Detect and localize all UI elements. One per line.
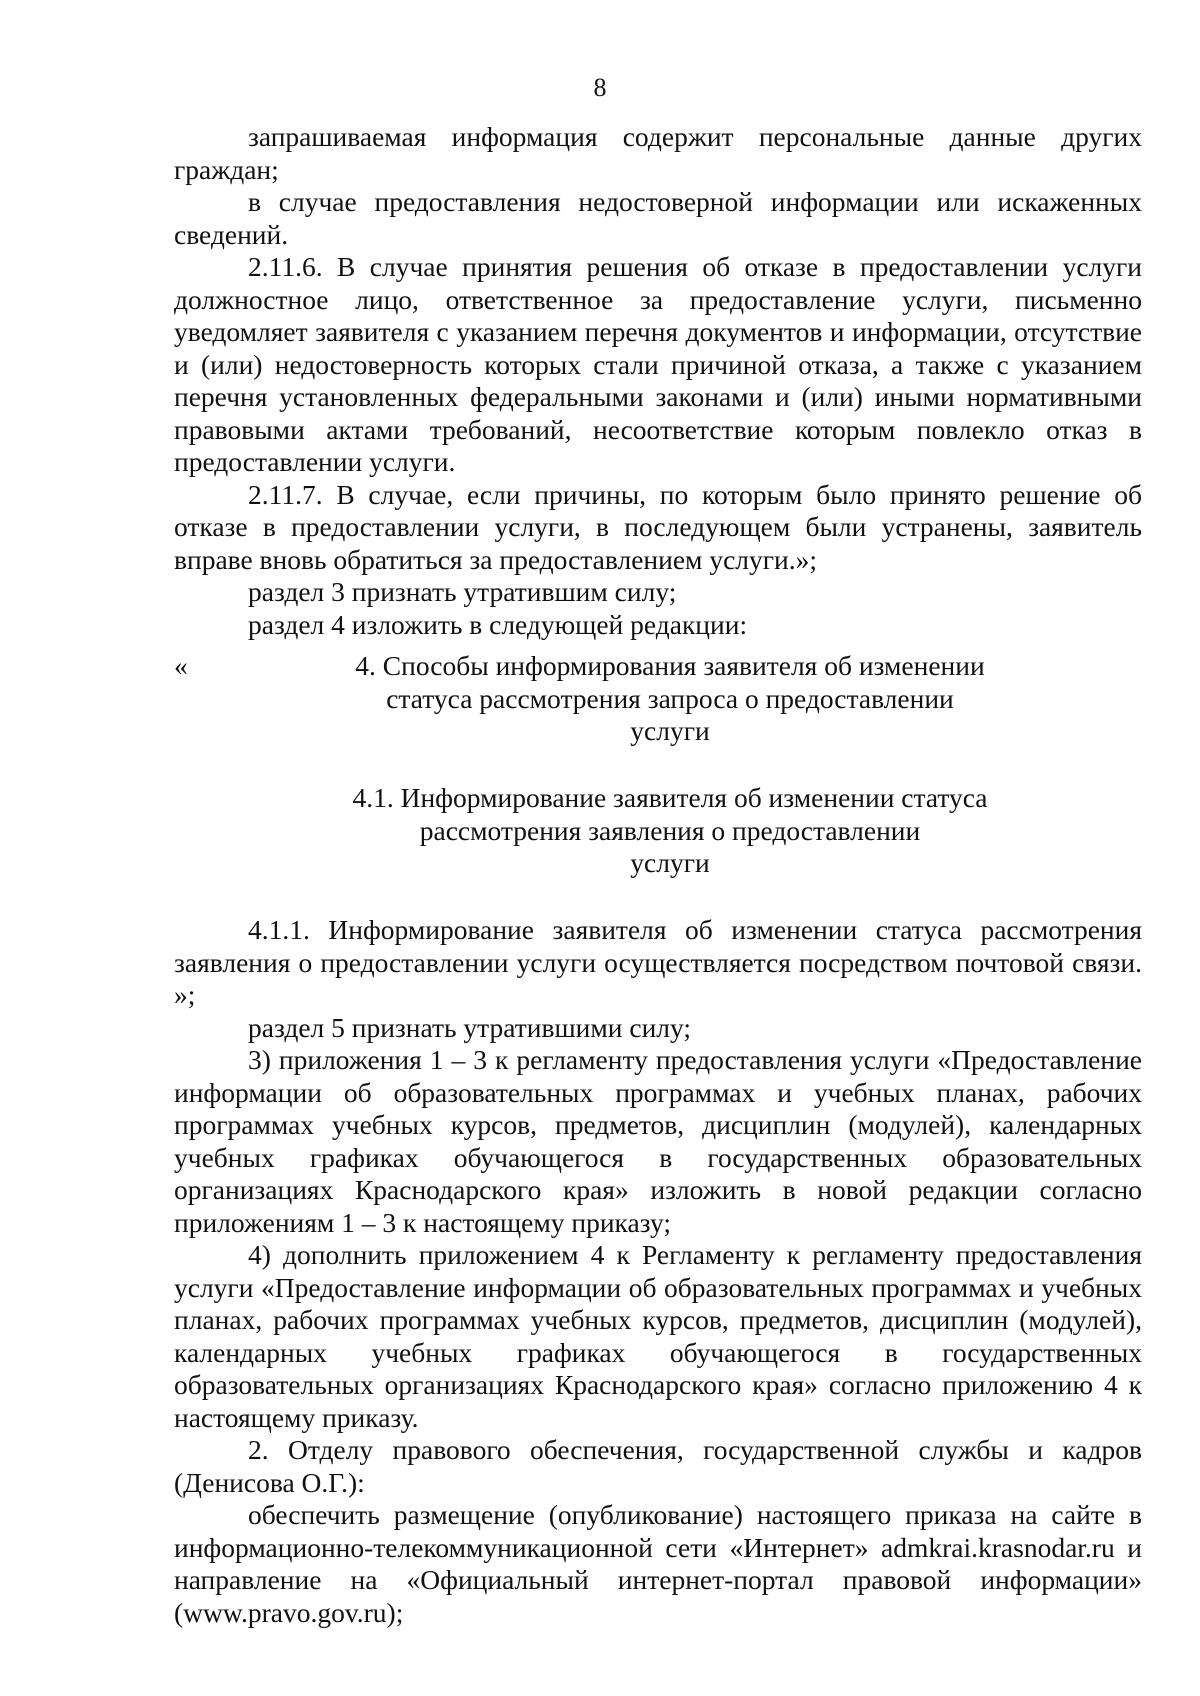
- heading-line: услуги: [630, 847, 710, 878]
- paragraph: 2.11.6. В случае принятия решения об отказе в предоставлении услуги должностное лицо, ответственное за предоставление услуги, письменно уведомляет заявителя с указанием перечня документов и информации, отсутствие и (или) недостоверность которых стали причиной отказа, а также с указанием перечня установленных федеральными законами и (или) иными нормативными правовыми актами требований, несоответствие которым повлекло отказ в предоставлении услуги.: [174, 251, 1142, 477]
- heading-line: услуги: [630, 715, 710, 746]
- heading-line: 4. Способы информирования заявителя об изменении: [355, 650, 985, 681]
- heading-line: статуса рассмотрения запроса о предоставлении: [386, 682, 954, 714]
- text-block-top: [174, 121, 1142, 641]
- paragraph: обеспечить размещение (опубликование) настоящего приказа на сайте в информационно-телекоммуникационной сети «Интернет» admkrai.krasnodar.ru и направление на «Официальный интернет-портал правовой информации» (www.pravo.gov.ru);: [174, 1499, 1142, 1628]
- paragraph: 4) дополнить приложением 4 к Регламенту к регламенту предоставления услуги «Предоставление информации об образовательных программах и учебных планах, рабочих программах учебных курсов, предметов, дисциплин (модулей), календарных учебных графиках обучающегося в государственных образовательных организациях Краснодарского края» согласно приложению 4 к настоящему приказу.: [174, 1239, 1142, 1433]
- heading-line: рассмотрения заявления о предоставлении: [419, 814, 921, 846]
- paragraph: 4.1.1. Информирование заявителя об изменении статуса рассмотрения заявления о предоставлении услуги осуществляется посредством почтовой связи. »;: [174, 914, 1142, 1010]
- section-4-1-heading: [250, 782, 1090, 880]
- opening-quote: «: [174, 650, 188, 681]
- paragraph: раздел 5 признать утратившими силу;: [248, 1011, 692, 1043]
- paragraph: раздел 4 изложить в следующей редакции:: [248, 608, 748, 640]
- paragraph: в случае предоставления недостоверной информации или искаженных сведений.: [174, 186, 1142, 250]
- page-number: 8: [593, 73, 607, 102]
- heading-line: 4.1. Информирование заявителя об изменении статуса: [352, 782, 988, 813]
- paragraph: 2. Отделу правового обеспечения, государственной службы и кадров (Денисова О.Г.):: [174, 1434, 1142, 1498]
- paragraph: запрашиваемая информация содержит персональные данные других граждан;: [174, 121, 1142, 185]
- text-block-bottom: [174, 914, 1142, 1629]
- section-4-heading: [300, 650, 1040, 748]
- paragraph: 2.11.7. В случае, если причины, по которым было принято решение об отказе в предоставлении услуги, в последующем были устранены, заявитель вправе вновь обратиться за предоставлением услуги.»;: [174, 478, 1142, 575]
- paragraph: раздел 3 признать утратившим силу;: [248, 576, 677, 607]
- paragraph: 3) приложения 1 – 3 к регламенту предоставления услуги «Предоставление информации об образовательных программах и учебных планах, рабочих программах учебных курсов, предметов, дисциплин (модулей), календарных учебных графиках обучающегося в государственных образовательных организациях Краснодарского края» изложить в новой редакции согласно приложениям 1 – 3 к настоящему приказу;: [174, 1044, 1142, 1238]
